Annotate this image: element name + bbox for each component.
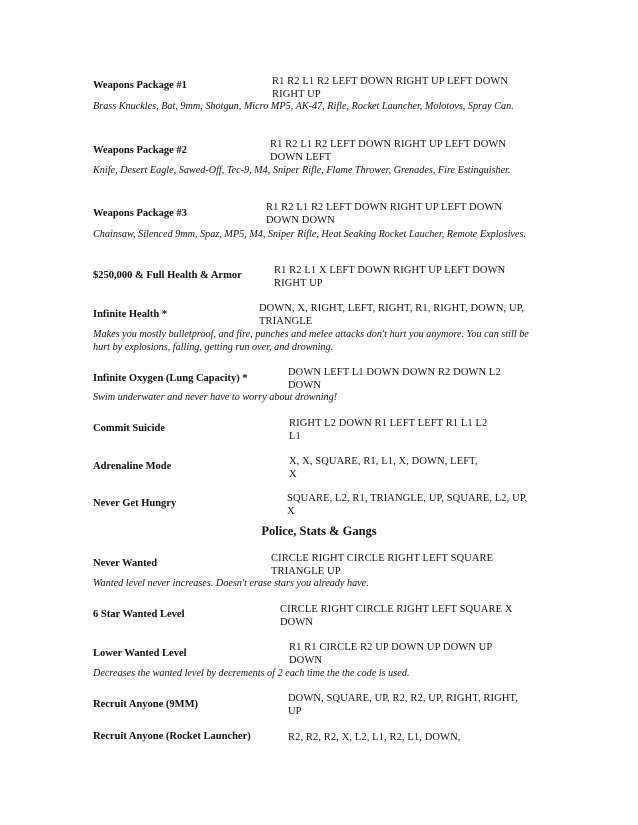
cheat-code-line: DOWN DOWN (266, 215, 335, 226)
cheat-name: 6 Star Wanted Level (93, 609, 185, 620)
cheat-name: Infinite Health * (93, 309, 168, 320)
cheat-code-line: R2, R2, R2, X, L2, L1, R2, L1, DOWN, (288, 732, 461, 743)
cheat-code-line: CIRCLE RIGHT CIRCLE RIGHT LEFT SQUARE (271, 553, 494, 564)
cheat-description: Makes you mostly bulletproof, and fire, punches and melee attacks don't hurt you anymore. You can still be hurt by explosions, falling, getting run over, and drowning. (93, 329, 529, 354)
cheat-description: Chainsaw, Silenced 9mm, Spaz, MP5, M4, Sniper Rifle, Heat Seaking Rocket Laucher, Remote Explosives. (93, 229, 526, 240)
cheat-name: Weapons Package #1 (93, 80, 187, 91)
cheat-code-line: RIGHT UP (272, 89, 321, 100)
cheat-code-line: UP (288, 706, 302, 717)
cheat-code-line: DOWN (289, 655, 323, 666)
cheat-code-line: DOWN LEFT (270, 152, 332, 163)
cheat-name: Infinite Oxygen (Lung Capacity) * (93, 373, 248, 384)
cheat-description: Decreases the wanted level by decrements of 2 each time the the code is used. (93, 668, 410, 679)
cheat-code-line: RIGHT UP (274, 278, 323, 289)
section-heading: Police, Stats & Gangs (261, 524, 377, 538)
cheat-name: Never Wanted (93, 558, 158, 569)
cheat-code (270, 138, 506, 164)
cheat-name: Recruit Anyone (9MM) (93, 699, 198, 710)
cheat-code (289, 455, 478, 481)
cheat-code-line: DOWN, X, RIGHT, LEFT, RIGHT, R1, RIGHT, DOWN, UP, (259, 303, 525, 314)
cheat-code (289, 641, 492, 667)
cheat-name: Weapons Package #3 (93, 208, 187, 219)
cheat-name: Weapons Package #2 (93, 145, 187, 156)
cheat-code (288, 692, 518, 718)
cheat-code (288, 366, 501, 392)
cheat-code-line: R1 R2 L1 R2 LEFT DOWN RIGHT UP LEFT DOWN (266, 202, 503, 213)
cheat-code (274, 264, 505, 290)
cheat-code-line: DOWN LEFT L1 DOWN DOWN R2 DOWN L2 (288, 367, 501, 378)
cheat-name: Lower Wanted Level (93, 648, 187, 659)
cheat-code-line: X (289, 469, 297, 480)
cheat-code-line: R1 R2 L1 X LEFT DOWN RIGHT UP LEFT DOWN (274, 265, 506, 276)
cheat-name: $250,000 & Full Health & Armor (93, 270, 242, 281)
cheat-code (289, 417, 487, 443)
cheat-description: Wanted level never increases. Doesn't erase stars you already have. (93, 578, 369, 589)
cheat-code (288, 731, 460, 744)
cheat-code (271, 552, 493, 578)
cheat-code-line: RIGHT L2 DOWN R1 LEFT LEFT R1 L1 L2 (289, 418, 488, 429)
cheat-code-line: TRIANGLE (259, 316, 313, 327)
cheat-code-line: CIRCLE RIGHT CIRCLE RIGHT LEFT SQUARE X (280, 604, 513, 615)
cheat-code-line: R1 R2 L1 R2 LEFT DOWN RIGHT UP LEFT DOWN (272, 76, 509, 87)
cheat-code-line: DOWN (288, 380, 322, 391)
cheat-name: Adrenaline Mode (93, 461, 172, 472)
cheat-code (272, 75, 508, 101)
cheat-name: Never Get Hungry (93, 498, 177, 509)
cheat-code-line: TRIANGLE UP (271, 566, 341, 577)
cheat-description: Swim underwater and never have to worry about drowning! (93, 392, 338, 403)
cheat-name: Recruit Anyone (Rocket Launcher) (93, 731, 251, 742)
cheat-code (287, 492, 527, 518)
cheat-code-line: R1 R2 L1 R2 LEFT DOWN RIGHT UP LEFT DOWN (270, 139, 507, 150)
cheat-code (259, 302, 524, 328)
cheat-code (266, 201, 502, 227)
cheat-code (280, 603, 513, 629)
cheat-name: Commit Suicide (93, 423, 166, 434)
cheat-description: Brass Knuckles, Bat, 9mm, Shotgun, Micro MP5, AK-47, Rifle, Rocket Launcher, Molotovs, Spray Can. (93, 101, 514, 112)
cheat-code-line: DOWN, SQUARE, UP, R2, R2, UP, RIGHT, RIGHT, (288, 693, 518, 704)
cheat-code-line: X, X, SQUARE, R1, L1, X, DOWN, LEFT, (289, 456, 478, 467)
cheat-code-line: R1 R1 CIRCLE R2 UP DOWN UP DOWN UP (289, 642, 493, 653)
cheat-code-line: L1 (289, 431, 301, 442)
cheat-description: Knife, Desert Eagle, Sawed-Off, Tec-9, M4, Sniper Rifle, Flame Thrower, Grenades, Fire Estinguisher. (93, 165, 511, 176)
cheat-code-line: DOWN (280, 617, 314, 628)
cheat-code-line: X (287, 506, 295, 517)
cheat-code-line: SQUARE, L2, R1, TRIANGLE, UP, SQUARE, L2, UP, (287, 493, 528, 504)
